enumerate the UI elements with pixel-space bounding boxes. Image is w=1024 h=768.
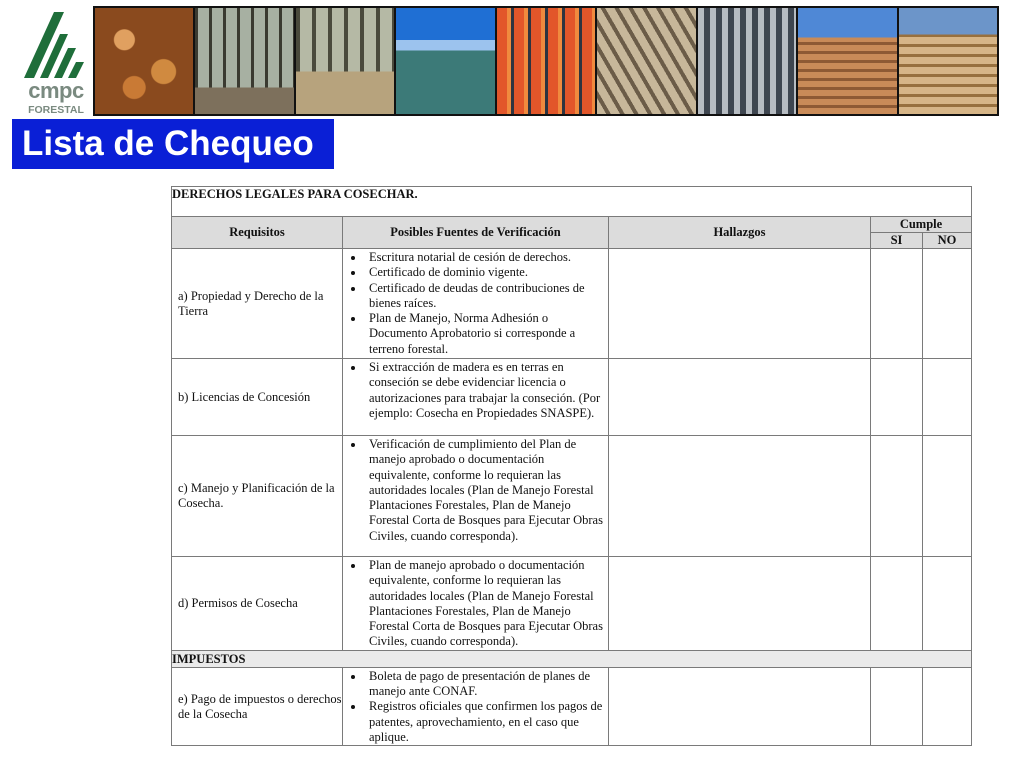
requisito-cell: d) Permisos de Cosecha: [172, 557, 343, 651]
source-item: • Si extracción de madera es en terras en conseción se debe evidenciar licencia o autorizaciones para trabajar la conseción. (Por ejemplo: Cosecha en Propiedades SNASPE).: [365, 360, 606, 421]
requisito-cell: e) Pago de impuestos o derechos de la Cosecha: [172, 667, 343, 745]
cumple-no-cell[interactable]: [923, 249, 972, 359]
tree-logo-icon: [24, 10, 88, 80]
photo-forest-road: [195, 8, 295, 114]
requisito-cell: b) Licencias de Concesión: [172, 359, 343, 436]
header-no: NO: [923, 233, 972, 249]
fuentes-cell: [343, 667, 609, 745]
table-row: [172, 667, 972, 745]
source-item: • Certificado de dominio vigente.: [365, 265, 606, 280]
requisito-cell: a) Propiedad y Derecho de la Tierra: [172, 249, 343, 359]
photo-strip: [93, 6, 999, 116]
cumple-no-cell[interactable]: [923, 359, 972, 436]
table-row: [172, 557, 972, 651]
page-title: Lista de Chequeo: [12, 119, 334, 169]
header-hallazgos: Hallazgos: [609, 217, 871, 249]
hallazgos-cell[interactable]: [609, 667, 871, 745]
cumple-si-cell[interactable]: [871, 667, 923, 745]
header-cumple: Cumple: [871, 217, 972, 233]
cumple-si-cell[interactable]: [871, 249, 923, 359]
header-fuentes: Posibles Fuentes de Verificación: [343, 217, 609, 249]
photo-pinecone: [95, 8, 195, 114]
table-row: [172, 249, 972, 359]
cumple-no-cell[interactable]: [923, 667, 972, 745]
fuentes-cell: [343, 249, 609, 359]
cumple-si-cell[interactable]: [871, 359, 923, 436]
hallazgos-cell[interactable]: [609, 436, 871, 557]
section-heading-derechos: DERECHOS LEGALES PARA COSECHAR.: [172, 187, 972, 217]
cumple-no-cell[interactable]: [923, 557, 972, 651]
hallazgos-cell[interactable]: [609, 249, 871, 359]
table-header-row: [172, 217, 972, 233]
photo-sawmill: [698, 8, 798, 114]
photo-forest-deer: [296, 8, 396, 114]
section-heading-impuestos: IMPUESTOS: [172, 650, 972, 667]
cumple-si-cell[interactable]: [871, 436, 923, 557]
hallazgos-cell[interactable]: [609, 557, 871, 651]
hallazgos-cell[interactable]: [609, 359, 871, 436]
logo-sub-text: FORESTAL: [28, 104, 84, 116]
table-row: [172, 359, 972, 436]
photo-aerial-forest: [396, 8, 496, 114]
photo-workers: [497, 8, 597, 114]
source-item: • Escritura notarial de cesión de derechos.: [365, 250, 606, 265]
source-item: • Boleta de pago de presentación de planes de manejo ante CONAF.: [365, 669, 606, 700]
cumple-si-cell[interactable]: [871, 557, 923, 651]
header-requisitos: Requisitos: [172, 217, 343, 249]
table-row: [172, 436, 972, 557]
header-si: SI: [871, 233, 923, 249]
fuentes-cell: [343, 436, 609, 557]
fuentes-cell: [343, 557, 609, 651]
photo-forklift: [899, 8, 997, 114]
requisito-cell: c) Manejo y Planificación de la Cosecha.: [172, 436, 343, 557]
cmpc-forestal-logo: [20, 10, 92, 115]
fuentes-cell: [343, 359, 609, 436]
checklist-table: [171, 186, 972, 746]
photo-lumber-stacks: [798, 8, 898, 114]
section-row: [172, 650, 972, 667]
logo-brand-text: cmpc: [28, 78, 84, 103]
source-item: • Plan de manejo aprobado o documentación equivalente, conforme lo requieran las autoridades locales (Plan de Manejo Forestal Plantaciones Forestales, Plan de Manejo Forestal Corta de Bosques para Ejecutar Obras Civiles, cuando corresponda).: [365, 558, 606, 650]
source-item: • Plan de Manejo, Norma Adhesión o Documento Aprobatorio si corresponde a terreno forestal.: [365, 311, 606, 357]
cumple-no-cell[interactable]: [923, 436, 972, 557]
source-item: • Verificación de cumplimiento del Plan de manejo aprobado o documentación equivalente, conforme lo requieran las autoridades locales (Plan de Manejo Forestal Plantaciones Forestales, Plan de Manejo Forestal Corta de Bosques para Ejecutar Obras Civiles, cuando corresponda).: [365, 437, 606, 544]
source-item: • Registros oficiales que confirmen los pagos de patentes, aprovechamiento, en el caso que aplique.: [365, 699, 606, 745]
section-row: [172, 187, 972, 217]
source-item: • Certificado de deudas de contribuciones de bienes raíces.: [365, 281, 606, 312]
photo-logs: [597, 8, 697, 114]
